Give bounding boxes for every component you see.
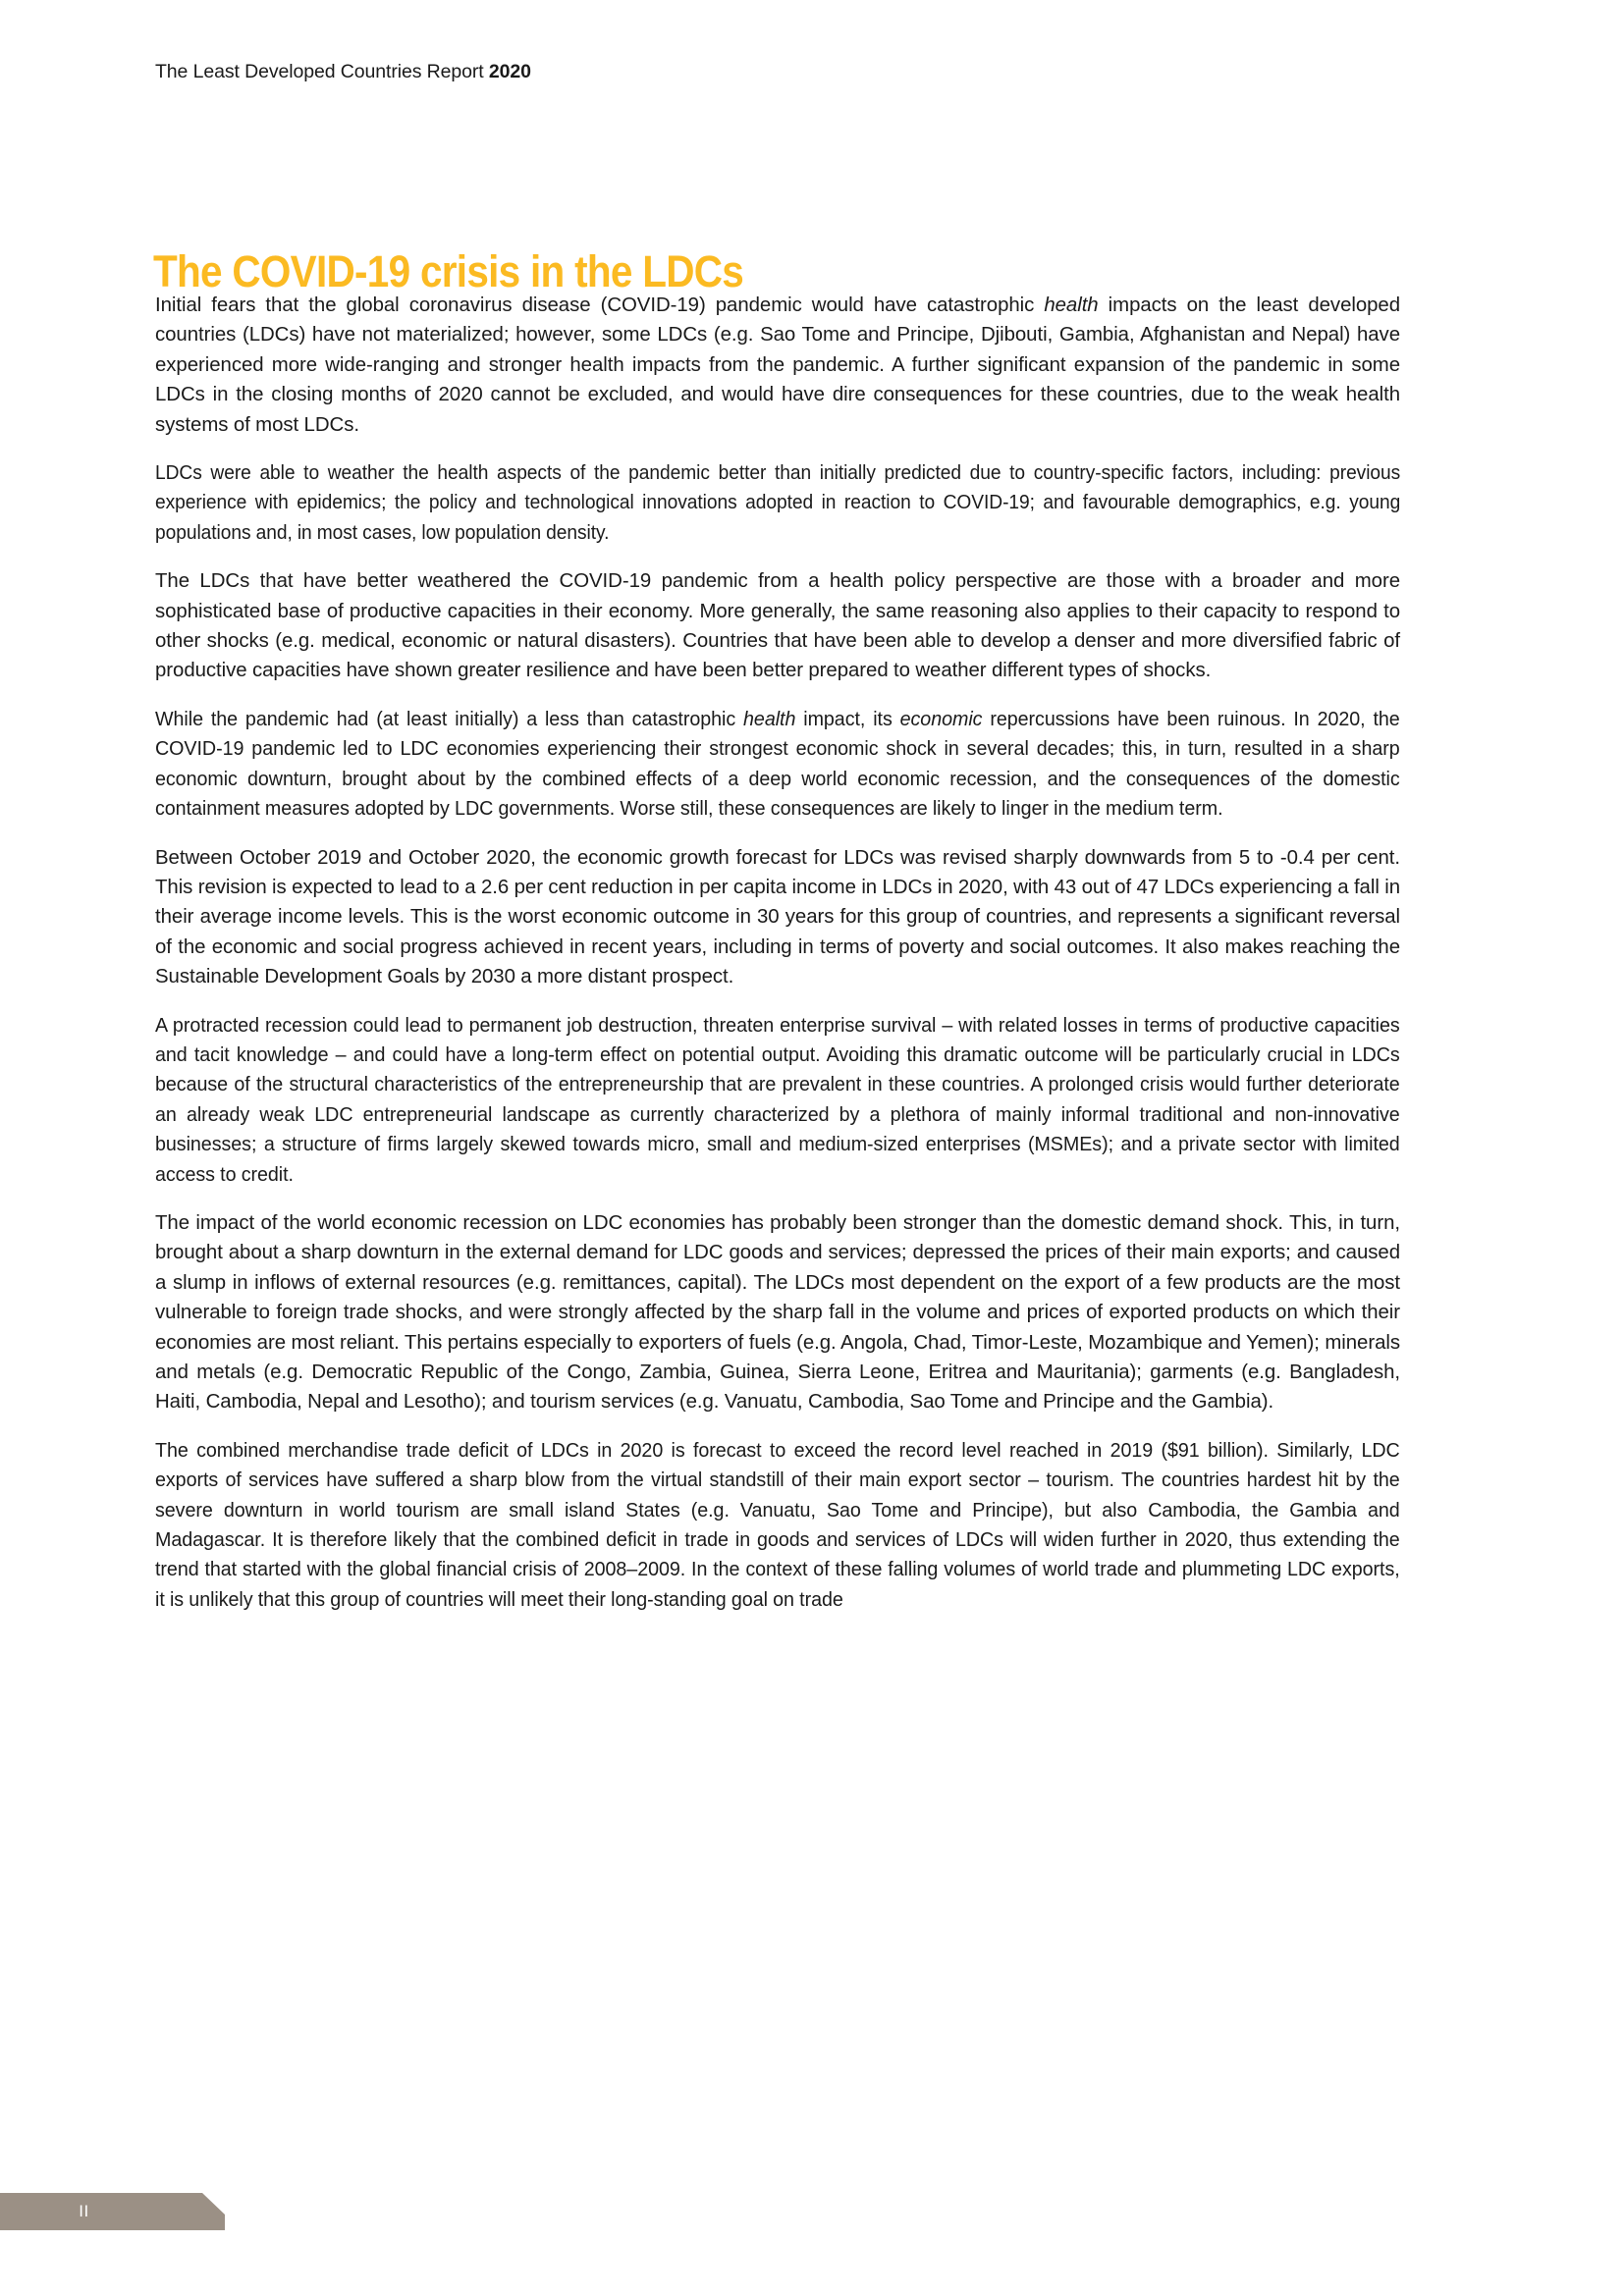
- paragraph-text: The impact of the world economic recession on LDC economies has probably been stronger than the domestic demand shock. This, in turn, brought about a sharp downturn in the external demand for LDC goods and services; depressed the prices of their main exports; and caused a slump in inflows of external resources (e.g. remittances, capital). The LDCs most dependent on the export of a few products are the most vulnerable to foreign trade shocks, and were strongly affected by the sharp fall in the volume and prices of exported products on which their economies are most reliant. This pertains especially to exporters of fuels (e.g. Angola, Chad, Timor-Leste, Mozambique and Yemen); minerals and metals (e.g. Democratic Republic of the Congo, Zambia, Guinea, Sierra Leone, Eritrea and Mauritania); garments (e.g. Bangladesh, Haiti, Cambodia, Nepal and Lesotho); and tourism services (e.g. Vanuatu, Cambodia, Sao Tome and Principe and the Gambia).: [155, 1211, 1400, 1414]
- page-title: The COVID-19 crisis in the LDCs: [153, 246, 744, 297]
- body-paragraph: [155, 1208, 1400, 1417]
- paragraph-text: impact, its: [795, 708, 900, 730]
- footer-page-bar: [0, 2193, 225, 2230]
- body-paragraph: [155, 705, 1400, 825]
- paragraph-text: The LDCs that have better weathered the COVID-19 pandemic from a health policy perspective are those with a broader and more sophisticated base of productive capacities in their economy. More generally, the same reasoning also applies to their capacity to respond to other shocks (e.g. medical, economic or natural disasters). Countries that have been able to develop a denser and more diversified fabric of productive capacities have shown greater resilience and have been better prepared to weather different types of shocks.: [155, 570, 1400, 682]
- emphasis-text: economic: [899, 708, 983, 730]
- body-paragraph: [155, 1011, 1400, 1190]
- paragraph-text: A protracted recession could lead to permanent job destruction, threaten enterprise survival – with related losses in terms of productive capacities and tacit knowledge – and could have a long-term effect on potential output. Avoiding this dramatic outcome will be particularly crucial in LDCs because of the structural characteristics of the entrepreneurship that are prevalent in these countries. A prolonged crisis would further deteriorate an already weak LDC entrepreneurial landscape as currently characterized by a plethora of mainly informal traditional and non-innovative businesses; a structure of firms largely skewed towards micro, small and medium-sized enterprises (MSMEs); and a private sector with limited access to credit.: [155, 1014, 1400, 1186]
- body-paragraph: [155, 291, 1400, 440]
- emphasis-text: health: [1044, 294, 1099, 316]
- running-head: [155, 61, 531, 83]
- paragraph-text: While the pandemic had (at least initially) a less than catastrophic: [155, 708, 744, 730]
- body-paragraph: [155, 1436, 1400, 1615]
- running-head-title: The Least Developed Countries Report: [155, 61, 489, 82]
- page-number: II: [79, 2202, 89, 2220]
- body-paragraph: [155, 458, 1400, 548]
- paragraph-text: The combined merchandise trade deficit of LDCs in 2020 is forecast to exceed the record level reached in 2019 ($91 billion). Similarly, LDC exports of services have suffered a sharp blow from the virtual standstill of their main export sector – tourism. The countries hardest hit by the severe downturn in world tourism are small island States (e.g. Vanuatu, Sao Tome and Principe), but also Cambodia, the Gambia and Madagascar. It is therefore likely that the combined deficit in trade in goods and services of LDCs will widen further in 2020, thus extending the trend that started with the global financial crisis of 2008–2009. In the context of these falling volumes of world trade and plummeting LDC exports, it is unlikely that this group of countries will meet their long-standing goal on trade: [155, 1439, 1400, 1611]
- paragraph-text: LDCs were able to weather the health aspects of the pandemic better than initially predicted due to country-specific factors, including: previous experience with epidemics; the policy and technological innovations adopted in reaction to COVID-19; and favourable demographics, e.g. young populations and, in most cases, low population density.: [155, 462, 1401, 544]
- running-head-year: 2020: [488, 61, 531, 82]
- paragraph-text: Initial fears that the global coronavirus disease (COVID-19) pandemic would have catastrophic: [155, 294, 1045, 316]
- emphasis-text: health: [743, 708, 796, 730]
- body-paragraph: [155, 843, 1400, 992]
- body-paragraph: [155, 566, 1400, 686]
- paragraph-text: Between October 2019 and October 2020, the economic growth forecast for LDCs was revised sharply downwards from 5 to -0.4 per cent. This revision is expected to lead to a 2.6 per cent reduction in per capita income in LDCs in 2020, with 43 out of 47 LDCs experiencing a fall in their average income levels. This is the worst economic outcome in 30 years for this group of countries, and represents a significant reversal of the economic and social progress achieved in recent years, including in terms of poverty and social outcomes. It also makes reaching the Sustainable Development Goals by 2030 a more distant prospect.: [155, 846, 1400, 988]
- body-text-column: [155, 291, 1400, 1615]
- paragraph-text: impacts on the least developed countries (LDCs) have not materialized; however, some LDCs (e.g. Sao Tome and Principe, Djibouti, Gambia, Afghanistan and Nepal) have experienced more wide-ranging and stronger health impacts from the pandemic. A further significant expansion of the pandemic in some LDCs in the closing months of 2020 cannot be excluded, and would have dire consequences for these countries, due to the weak health systems of most LDCs.: [155, 294, 1401, 436]
- paragraph-text: repercussions have been ruinous. In 2020, the COVID-19 pandemic led to LDC economies experiencing their strongest economic shock in several decades; this, in turn, resulted in a sharp economic downturn, brought about by the combined effects of a deep world economic recession, and the consequences of the domestic containment measures adopted by LDC governments. Worse still, these consequences are likely to linger in the medium term.: [155, 708, 1400, 821]
